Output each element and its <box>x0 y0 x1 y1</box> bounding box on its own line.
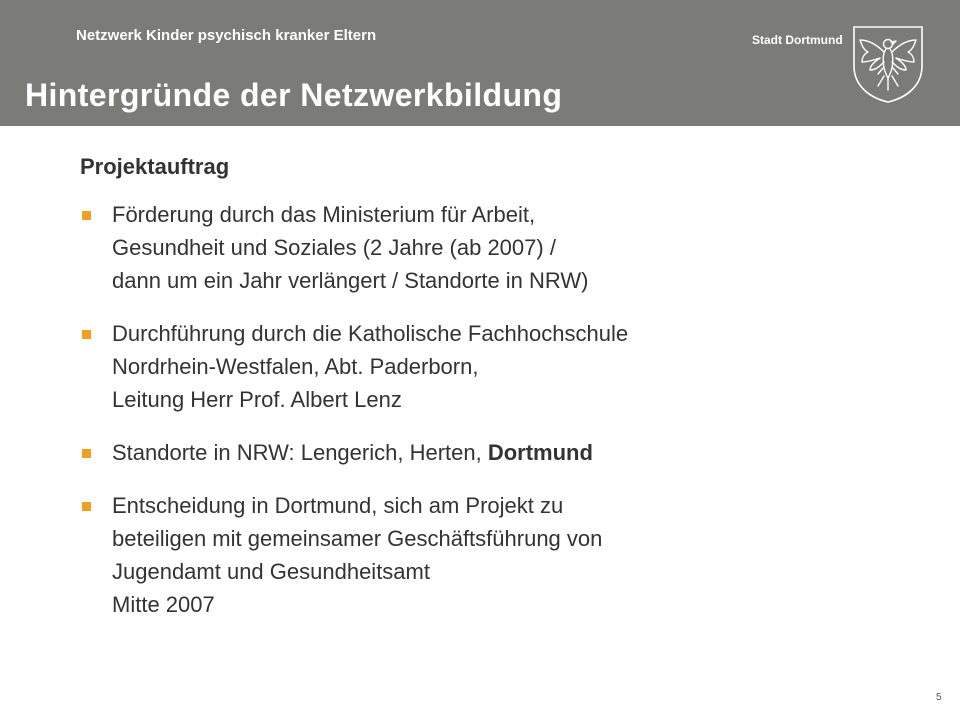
slide-title: Hintergründe der Netzwerkbildung <box>25 77 563 113</box>
bullet-line: Nordrhein-Westfalen, Abt. Paderborn, <box>112 354 479 379</box>
bullet-list <box>80 198 860 621</box>
bullet-line: Mitte 2007 <box>112 592 215 617</box>
bullet-square-icon <box>82 502 91 511</box>
section-heading: Projektauftrag <box>80 154 230 179</box>
bullet-line: Förderung durch das Ministerium für Arbeit, <box>112 202 536 227</box>
header-bar <box>0 0 960 126</box>
locations-text: Standorte in NRW: Lengerich, Herten, <box>112 440 488 465</box>
network-label: Netzwerk Kinder psychisch kranker Eltern <box>76 27 377 44</box>
bullet-line: Gesundheit und Soziales (2 Jahre (ab 2007) / <box>112 235 556 260</box>
bullet-line: dann um ein Jahr verlängert / Standorte in NRW) <box>112 268 589 293</box>
bullet-line <box>112 436 860 469</box>
bullet-line: Jugendamt und Gesundheitsamt <box>112 559 430 584</box>
bullet-square-icon <box>82 449 91 458</box>
highlighted-location: Dortmund <box>487 440 593 465</box>
city-label: Stadt Dortmund <box>752 33 843 47</box>
bullet-square-icon <box>82 330 91 339</box>
bullet-line: Entscheidung in Dortmund, sich am Projekt zu <box>112 493 564 518</box>
bullet-square-icon <box>82 211 91 220</box>
bullet-line: Leitung Herr Prof. Albert Lenz <box>112 387 402 412</box>
bullet-item-execution <box>80 317 860 416</box>
bullet-item-locations <box>80 436 860 469</box>
eagle-crest-icon <box>850 24 926 104</box>
slide-content <box>80 150 860 641</box>
page-number: 5 <box>936 692 942 703</box>
bullet-line: Durchführung durch die Katholische Fachhochschule <box>112 321 629 346</box>
bullet-item-decision <box>80 489 860 621</box>
bullet-item-funding <box>80 198 860 297</box>
bullet-line: beteiligen mit gemeinsamer Geschäftsführung von <box>112 526 603 551</box>
